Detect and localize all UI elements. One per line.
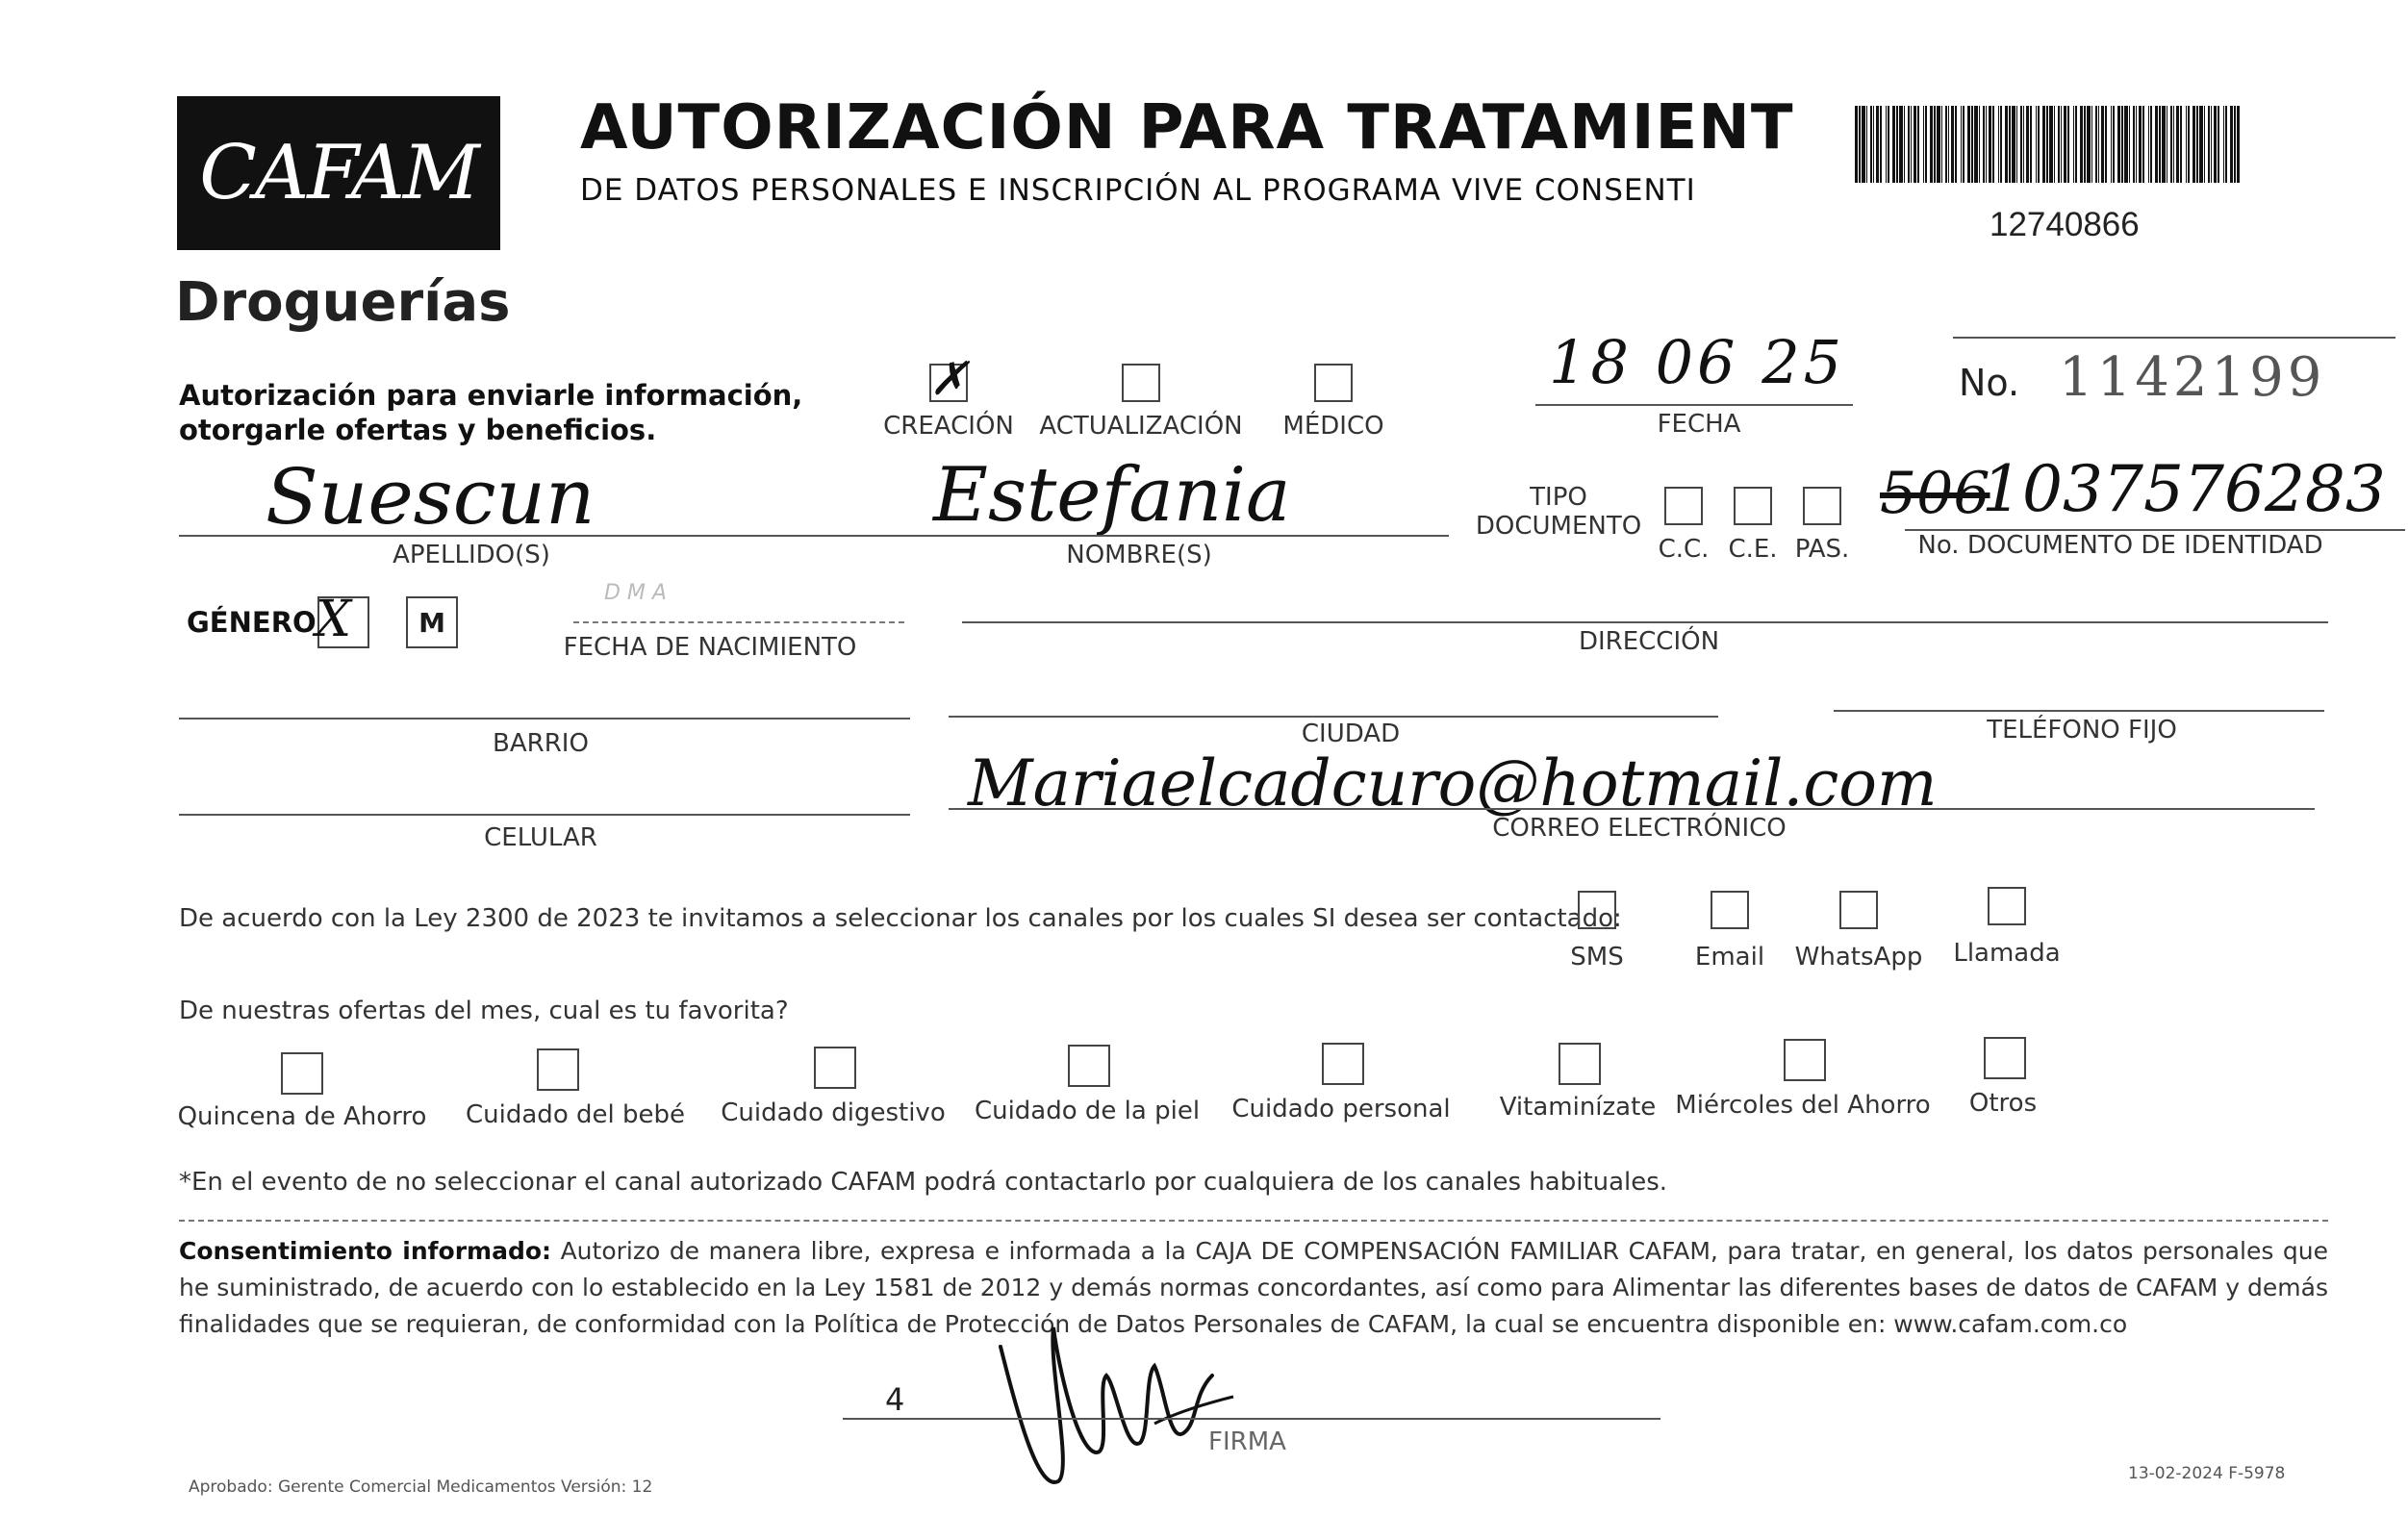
fecha-nacimiento-label: FECHA DE NACIMIENTO bbox=[563, 633, 857, 662]
barcode-bar bbox=[2162, 106, 2166, 183]
fecha-value: 18 06 25 bbox=[1549, 327, 1846, 397]
offer-vitaminizate-label: Vitaminízate bbox=[1499, 1093, 1657, 1122]
whatsapp-checkbox[interactable] bbox=[1839, 891, 1878, 929]
offer-piel-checkbox[interactable] bbox=[1068, 1045, 1110, 1087]
footer-approved: Aprobado: Gerente Comercial Medicamentos Versión: 12 bbox=[189, 1477, 653, 1497]
tipo-documento-label-1: TIPO bbox=[1530, 483, 1587, 512]
barcode-bar bbox=[2058, 106, 2060, 183]
authorization-heading-1: Autorización para enviarle información, bbox=[179, 379, 803, 412]
channel-note: *En el evento de no seleccionar el canal autorizado CAFAM podrá contactarlo por cualquiera de los canales habituales. bbox=[179, 1168, 1668, 1197]
no-value: 1142199 bbox=[2059, 346, 2326, 409]
barcode-bar bbox=[2030, 106, 2032, 183]
barcode-bar bbox=[2075, 106, 2077, 183]
genero-f-checkbox[interactable] bbox=[316, 591, 369, 648]
offer-piel-label: Cuidado de la piel bbox=[974, 1097, 1201, 1125]
barcode-bar bbox=[2064, 106, 2066, 183]
barcode-bar bbox=[1886, 106, 1887, 183]
barcode-bar bbox=[2173, 106, 2174, 183]
barcode-bar bbox=[2016, 106, 2017, 183]
offer-quincena-label: Quincena de Ahorro bbox=[177, 1102, 427, 1131]
offer-digestivo-checkbox[interactable] bbox=[814, 1047, 856, 1089]
barcode-bar bbox=[2218, 106, 2219, 183]
barcode-bar bbox=[2095, 106, 2097, 183]
barcode-bar bbox=[1896, 106, 1898, 183]
barcode-bar bbox=[2199, 106, 2203, 183]
genero-m-label: M bbox=[418, 606, 445, 639]
genero-m-checkbox[interactable] bbox=[406, 596, 458, 648]
correo-label: CORREO ELECTRÓNICO bbox=[1492, 814, 1787, 843]
creacion-checkbox[interactable]: ✗ bbox=[929, 352, 969, 406]
barcode-bar bbox=[2087, 106, 2091, 183]
email-checkbox[interactable] bbox=[1711, 891, 1749, 929]
barcode-bar bbox=[2193, 106, 2195, 183]
offer-bebe-checkbox[interactable] bbox=[537, 1048, 579, 1091]
footer-code: 13-02-2024 F-5978 bbox=[2128, 1464, 2286, 1483]
barcode-bar bbox=[2133, 106, 2135, 183]
barcode-bar bbox=[2020, 106, 2022, 183]
barcode-bar bbox=[1925, 106, 1927, 183]
barcode-bar bbox=[1983, 106, 1985, 183]
barcode-bar bbox=[1855, 106, 1858, 183]
documento-label: No. DOCUMENTO DE IDENTIDAD bbox=[1917, 531, 2323, 560]
creacion-label: CREACIÓN bbox=[883, 412, 1014, 441]
no-label: No. bbox=[1959, 362, 2020, 404]
apellidos-value: Suescun bbox=[266, 452, 596, 542]
cafam-logo bbox=[177, 96, 500, 250]
offer-vitaminizate-checkbox[interactable] bbox=[1559, 1043, 1601, 1085]
fecha-label: FECHA bbox=[1657, 410, 1741, 439]
barcode bbox=[1855, 106, 2240, 183]
consent-text: Autorizo de manera libre, expresa e informada a la CAJA DE COMPENSACIÓN FAMILIAR CAFAM, para tratar, en general, los datos personales que he suministrado, de acuerdo con lo establecido en la Ley 1581 de 2012 y demás normas concordantes, así como para Alimentar las diferentes bases de datos de CAFAM y demás finalidades que se requieran, de conformidad con la Política de Protección de Datos Personales de CAFAM, la cual se encuentra disponible en: www.cafam.com.co bbox=[179, 1237, 2329, 1338]
barcode-bar bbox=[2150, 106, 2152, 183]
pas-checkbox[interactable] bbox=[1803, 487, 1841, 525]
barcode-bar bbox=[1873, 106, 1874, 183]
barcode-bar bbox=[2111, 106, 2112, 183]
cc-checkbox[interactable] bbox=[1664, 487, 1703, 525]
apellidos-label: APELLIDO(S) bbox=[393, 541, 550, 569]
barcode-bar bbox=[2084, 106, 2086, 183]
ce-checkbox[interactable] bbox=[1734, 487, 1772, 525]
barcode-bar bbox=[2159, 106, 2161, 183]
barcode-bar bbox=[2000, 106, 2002, 183]
signature-image bbox=[981, 1308, 1241, 1501]
barcode-bar bbox=[2009, 106, 2011, 183]
logo-text: CAFAM bbox=[199, 130, 478, 216]
actualizacion-label: ACTUALIZACIÓN bbox=[1039, 412, 1243, 441]
offer-bebe-label: Cuidado del bebé bbox=[466, 1100, 685, 1129]
direccion-label: DIRECCIÓN bbox=[1578, 627, 1720, 656]
ce-label: C.E. bbox=[1728, 535, 1778, 564]
barcode-bar bbox=[1967, 106, 1970, 183]
barcode-bar bbox=[1880, 106, 1882, 183]
barcode-bar bbox=[2234, 106, 2236, 183]
offer-otros-label: Otros bbox=[1968, 1089, 2038, 1118]
llamada-checkbox[interactable] bbox=[1988, 887, 2026, 925]
sms-label: SMS bbox=[1570, 943, 1624, 972]
brand-subtitle: Droguerías bbox=[175, 271, 511, 334]
offers-question: De nuestras ofertas del mes, cual es tu favorita? bbox=[179, 997, 789, 1025]
authorization-heading-2: otorgarle ofertas y beneficios. bbox=[179, 414, 657, 446]
barcode-bar bbox=[1888, 106, 1889, 183]
barcode-bar bbox=[1989, 106, 1991, 183]
barcode-bar bbox=[2237, 106, 2240, 183]
offer-miercoles-checkbox[interactable] bbox=[1784, 1039, 1826, 1081]
barcode-bar bbox=[2155, 106, 2158, 183]
barcode-bar bbox=[2214, 106, 2217, 183]
barcode-bar bbox=[2036, 106, 2037, 183]
barcode-bar bbox=[2049, 106, 2053, 183]
offer-personal-checkbox[interactable] bbox=[1322, 1043, 1364, 1085]
genero-f-mark: X bbox=[316, 591, 352, 648]
barcode-bar bbox=[2067, 106, 2069, 183]
barcode-bar bbox=[1963, 106, 1964, 183]
barcode-bar bbox=[1862, 106, 1865, 183]
barcode-bar bbox=[1934, 106, 1936, 183]
nombres-label: NOMBRE(S) bbox=[1066, 541, 1212, 569]
barcode-bar bbox=[1941, 106, 1942, 183]
barcode-bar bbox=[1866, 106, 1867, 183]
barcode-bar bbox=[2012, 106, 2015, 183]
barcode-bar bbox=[2121, 106, 2123, 183]
offer-digestivo-label: Cuidado digestivo bbox=[721, 1098, 946, 1127]
barcode-bar bbox=[2211, 106, 2212, 183]
nombres-value: Estefania bbox=[933, 452, 1291, 539]
fecha-nacimiento-hint: D M A bbox=[604, 581, 667, 605]
barcode-bar bbox=[2129, 106, 2130, 183]
barcode-bar bbox=[2117, 106, 2120, 183]
consent-heading: Consentimiento informado: bbox=[179, 1237, 552, 1265]
email-label: Email bbox=[1694, 943, 1765, 972]
barcode-bar bbox=[2225, 106, 2227, 183]
ciudad-label: CIUDAD bbox=[1301, 720, 1401, 748]
pas-label: PAS. bbox=[1794, 535, 1850, 564]
barcode-bar bbox=[2142, 106, 2144, 183]
form-title: AUTORIZACIÓN PARA TRATAMIENT bbox=[580, 92, 1794, 164]
actualizacion-checkbox[interactable] bbox=[1122, 364, 1160, 402]
barcode-bar bbox=[1979, 106, 1980, 183]
barcode-bar bbox=[2208, 106, 2210, 183]
barcode-bar bbox=[2223, 106, 2224, 183]
barcode-bar bbox=[1917, 106, 1919, 183]
barcode-bar bbox=[1948, 106, 1949, 183]
barcode-bar bbox=[2188, 106, 2190, 183]
barcode-bar bbox=[1986, 106, 1987, 183]
signature-label: FIRMA bbox=[1208, 1427, 1286, 1456]
barcode-bar bbox=[2073, 106, 2074, 183]
barcode-bar bbox=[1971, 106, 1973, 183]
barcode-bar bbox=[1961, 106, 1962, 183]
celular-label: CELULAR bbox=[484, 823, 597, 852]
barcode-bar bbox=[1859, 106, 1861, 183]
telefono-label: TELÉFONO FIJO bbox=[1987, 716, 2177, 745]
barcode-bar bbox=[2230, 106, 2233, 183]
barcode-bar bbox=[2080, 106, 2083, 183]
barcode-number: 12740866 bbox=[1990, 206, 2140, 243]
signature-mark: 4 bbox=[885, 1381, 905, 1418]
barcode-bar bbox=[1992, 106, 1994, 183]
tipo-documento-label-2: DOCUMENTO bbox=[1475, 512, 1642, 541]
barcode-bar bbox=[1998, 106, 1999, 183]
barcode-bar bbox=[1951, 106, 1954, 183]
barcode-bar bbox=[1974, 106, 1978, 183]
documento-struck: 506 bbox=[1880, 460, 1990, 527]
barcode-bar bbox=[1892, 106, 1895, 183]
barcode-bar bbox=[2023, 106, 2024, 183]
whatsapp-label: WhatsApp bbox=[1794, 943, 1923, 972]
barrio-label: BARRIO bbox=[493, 729, 589, 758]
barcode-bar bbox=[2046, 106, 2048, 183]
cc-label: C.C. bbox=[1658, 535, 1710, 564]
barcode-bar bbox=[2148, 106, 2149, 183]
sms-checkbox[interactable] bbox=[1578, 891, 1616, 929]
barcode-bar bbox=[1955, 106, 1957, 183]
barcode-bar bbox=[2005, 106, 2008, 183]
barcode-bar bbox=[2054, 106, 2055, 183]
consent-paragraph bbox=[179, 1233, 2328, 1343]
barcode-bar bbox=[2113, 106, 2115, 183]
barcode-bar bbox=[2091, 106, 2092, 183]
offer-personal-label: Cuidado personal bbox=[1231, 1095, 1451, 1123]
barcode-bar bbox=[2038, 106, 2040, 183]
offer-miercoles-label: Miércoles del Ahorro bbox=[1675, 1091, 1931, 1120]
barcode-bar bbox=[1914, 106, 1916, 183]
channels-question: De acuerdo con la Ley 2300 de 2023 te invitamos a seleccionar los canales por los cuales SI desea ser contactado: bbox=[179, 904, 1622, 933]
barcode-bar bbox=[1945, 106, 1947, 183]
barcode-bar bbox=[1911, 106, 1912, 183]
barcode-bar bbox=[1937, 106, 1940, 183]
barcode-bar bbox=[2124, 106, 2128, 183]
barcode-bar bbox=[1930, 106, 1933, 183]
barcode-bar bbox=[2180, 106, 2182, 183]
barcode-bar bbox=[1923, 106, 1924, 183]
barcode-bar bbox=[1870, 106, 1872, 183]
medico-checkbox[interactable] bbox=[1314, 364, 1353, 402]
offer-otros-checkbox[interactable] bbox=[1984, 1037, 2026, 1079]
barcode-bar bbox=[2098, 106, 2099, 183]
barcode-bar bbox=[2139, 106, 2142, 183]
barcode-bar bbox=[1876, 106, 1879, 183]
barcode-bar bbox=[2176, 106, 2179, 183]
correo-value: Mariaelcadcuro@hotmail.com bbox=[968, 746, 1938, 820]
barcode-bar bbox=[2170, 106, 2172, 183]
barcode-bar bbox=[2136, 106, 2137, 183]
offer-quincena-checkbox[interactable] bbox=[281, 1052, 323, 1095]
medico-label: MÉDICO bbox=[1282, 412, 1384, 441]
barcode-bar bbox=[2101, 106, 2104, 183]
barcode-bar bbox=[2186, 106, 2187, 183]
barcode-bar bbox=[2061, 106, 2062, 183]
form-subtitle: DE DATOS PERSONALES E INSCRIPCIÓN AL PROGRAMA VIVE CONSENTI bbox=[580, 173, 1696, 208]
barcode-bar bbox=[1899, 106, 1903, 183]
barcode-bar bbox=[1904, 106, 1905, 183]
barcode-bar bbox=[1908, 106, 1910, 183]
documento-value: 1037576283 bbox=[1982, 452, 2386, 526]
barcode-bar bbox=[2105, 106, 2107, 183]
llamada-label: Llamada bbox=[1953, 939, 2061, 968]
barcode-bar bbox=[2026, 106, 2029, 183]
barcode-bar bbox=[2042, 106, 2045, 183]
barcode-bar bbox=[2204, 106, 2205, 183]
genero-label: GÉNERO bbox=[187, 606, 317, 639]
barcode-bar bbox=[2196, 106, 2198, 183]
